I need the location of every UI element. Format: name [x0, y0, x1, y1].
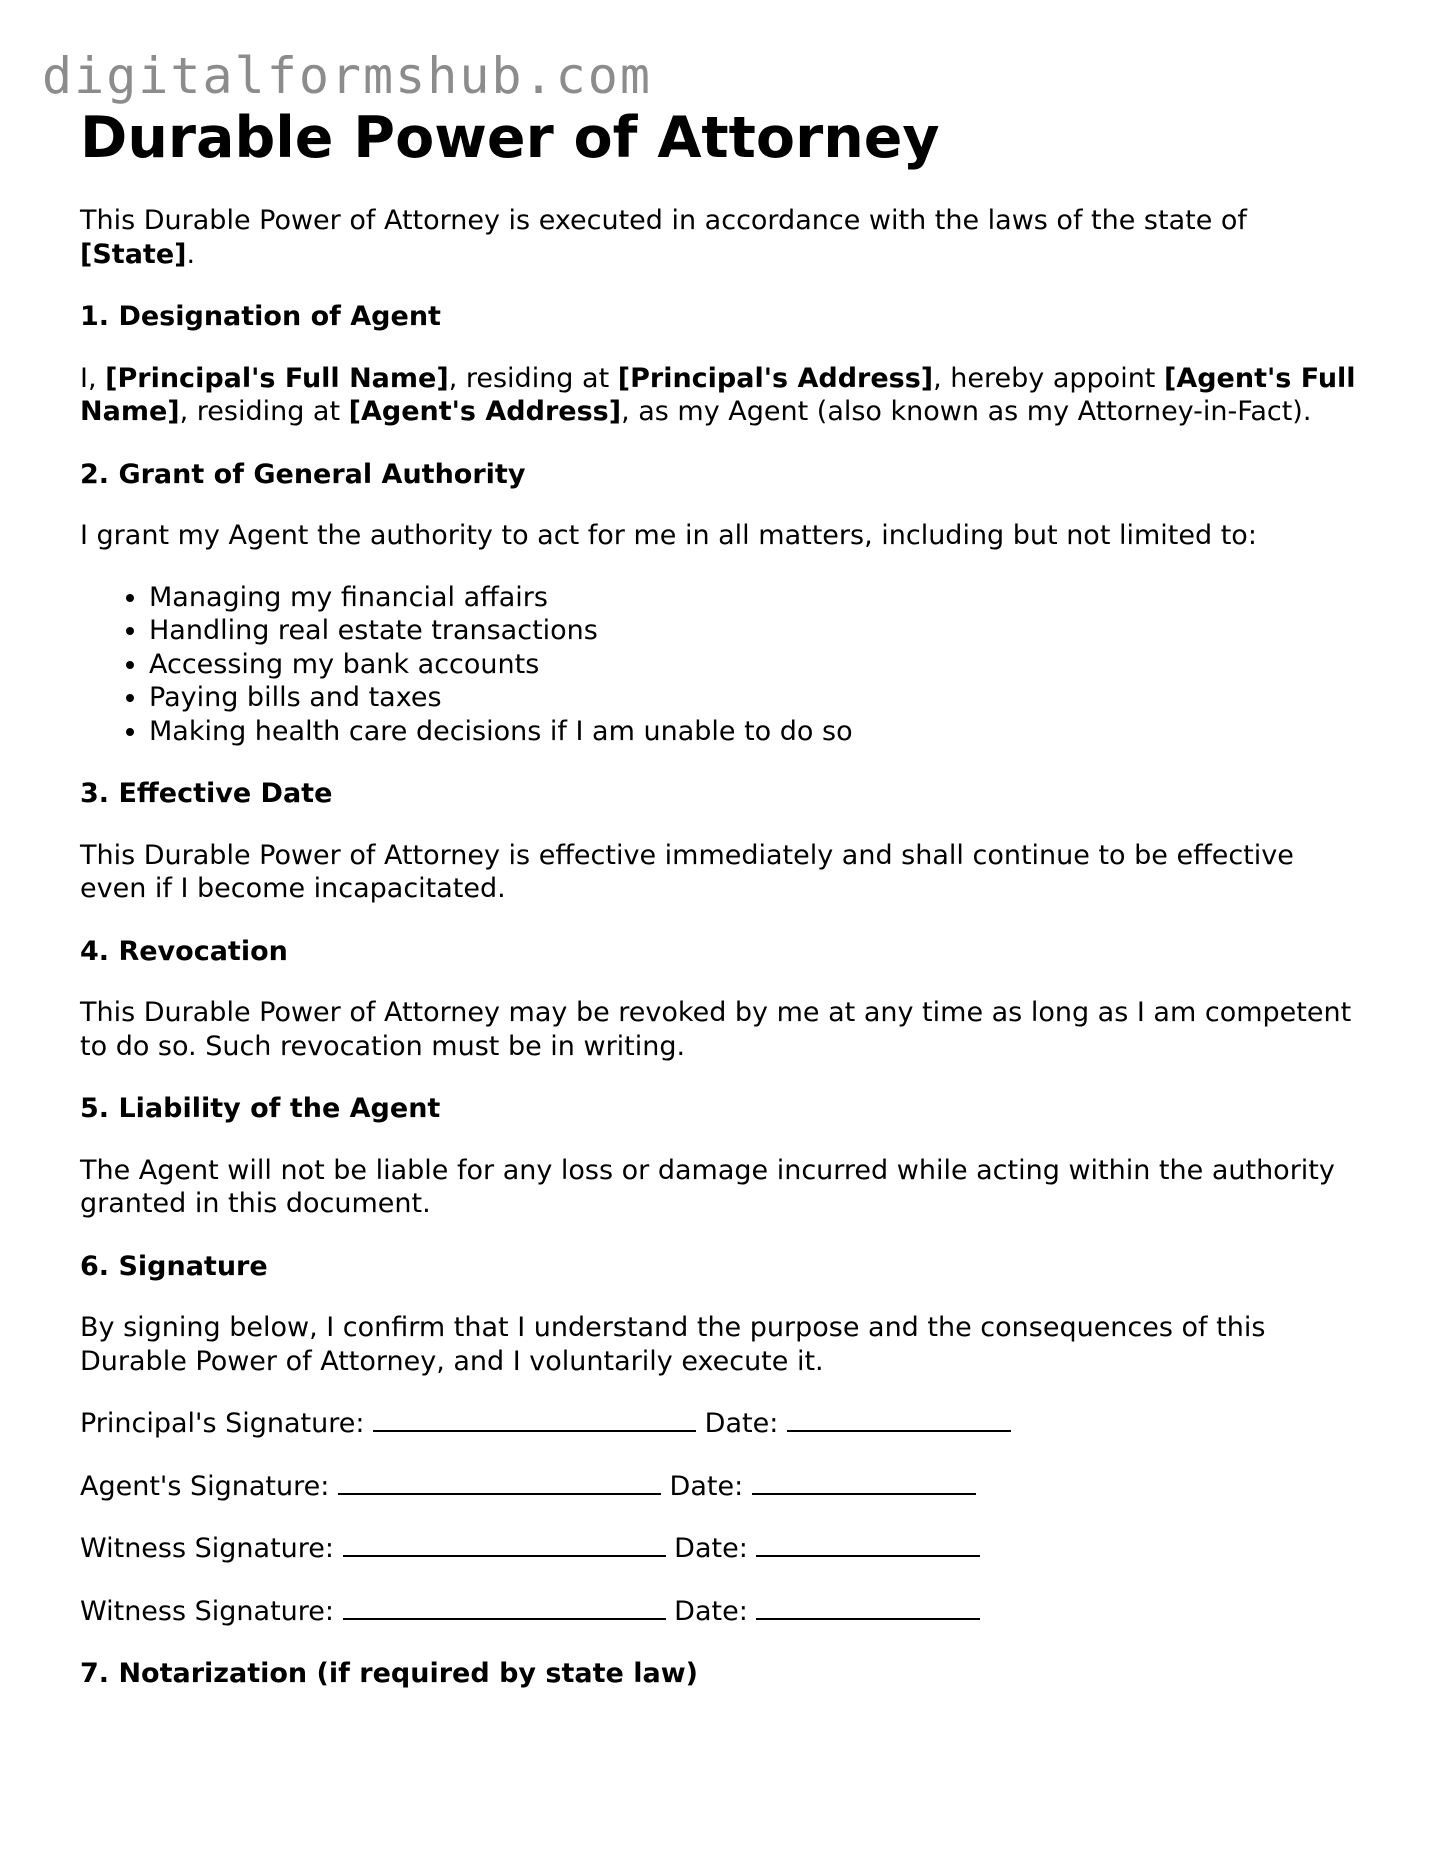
- agent-signature-field[interactable]: [338, 1469, 661, 1495]
- section-heading: 1. Designation of Agent: [80, 301, 441, 332]
- section-signature: [80, 1250, 1360, 1629]
- principal-address-placeholder: [Principal's Address]: [617, 362, 934, 394]
- principal-name-placeholder: [Principal's Full Name]: [105, 362, 449, 394]
- document-title: Durable Power of Attorney: [80, 105, 940, 171]
- witness-signature-field[interactable]: [343, 1531, 666, 1557]
- list-item: • Making health care decisions if I am unable to do so: [149, 715, 1360, 749]
- principal-signature-line: Principal's Signature: Date:: [80, 1406, 1360, 1441]
- liability-paragraph: The Agent will not be liable for any loss or damage incurred while acting within the authority granted in this document.: [80, 1154, 1335, 1219]
- section-notarization: [80, 1657, 1360, 1691]
- list-item: • Managing my financial affairs: [149, 581, 1360, 615]
- section-heading: 7. Notarization (if required by state law): [80, 1658, 698, 1689]
- list-item: • Paying bills and taxes: [149, 681, 1360, 715]
- authority-paragraph: I grant my Agent the authority to act for me in all matters, including but not limited to:: [80, 520, 1257, 551]
- section-grant-of-authority: [80, 458, 1360, 749]
- designation-paragraph: I, [Principal's Full Name], residing at [Principal's Address], hereby appoint [Agent's Full Name], residing at [Agent's Address], as my Agent (also known as my Attorney-in-Fact).: [80, 362, 1356, 427]
- agent-address-placeholder: [Agent's Address]: [348, 396, 622, 427]
- witness-signature-line: Witness Signature: Date:: [80, 1594, 1360, 1629]
- witness-signature-line: Witness Signature: Date:: [80, 1531, 1360, 1566]
- section-liability: [80, 1092, 1360, 1221]
- witness-date-field[interactable]: [756, 1531, 980, 1557]
- intro-paragraph: This Durable Power of Attorney is executed in accordance with the laws of the state of [State].: [80, 205, 1247, 270]
- section-designation-of-agent: [80, 300, 1360, 429]
- effective-date-paragraph: This Durable Power of Attorney is effective immediately and shall continue to be effective even if I become incapacitated.: [80, 839, 1294, 904]
- list-item: • Handling real estate transactions: [149, 614, 1360, 648]
- witness-date-field[interactable]: [756, 1594, 980, 1620]
- authority-list: [80, 581, 1360, 749]
- principal-signature-field[interactable]: [373, 1406, 696, 1432]
- section-heading: 5. Liability of the Agent: [80, 1093, 441, 1124]
- agent-date-field[interactable]: [752, 1469, 976, 1495]
- section-effective-date: [80, 777, 1360, 906]
- principal-date-field[interactable]: [787, 1406, 1011, 1432]
- agent-name-placeholder: [Agent's Full Name]: [80, 362, 1356, 427]
- document-page: [80, 98, 1360, 1691]
- list-item: • Accessing my bank accounts: [149, 648, 1360, 682]
- section-heading: 4. Revocation: [80, 935, 288, 967]
- witness-signature-field[interactable]: [343, 1594, 666, 1620]
- section-heading: 6. Signature: [80, 1250, 268, 1282]
- section-revocation: [80, 935, 1360, 1064]
- section-heading: 3. Effective Date: [80, 778, 333, 809]
- revocation-paragraph: This Durable Power of Attorney may be revoked by me at any time as long as I am competent to do so. Such revocation must be in writing.: [80, 997, 1352, 1062]
- signature-paragraph: By signing below, I confirm that I understand the purpose and the consequences of this Durable Power of Attorney, and I voluntarily execute it.: [80, 1312, 1266, 1377]
- watermark: digitalformshub.com: [42, 47, 652, 105]
- section-heading: 2. Grant of General Authority: [80, 458, 526, 490]
- state-placeholder: [State]: [80, 238, 187, 270]
- agent-signature-line: Agent's Signature: Date:: [80, 1469, 1360, 1504]
